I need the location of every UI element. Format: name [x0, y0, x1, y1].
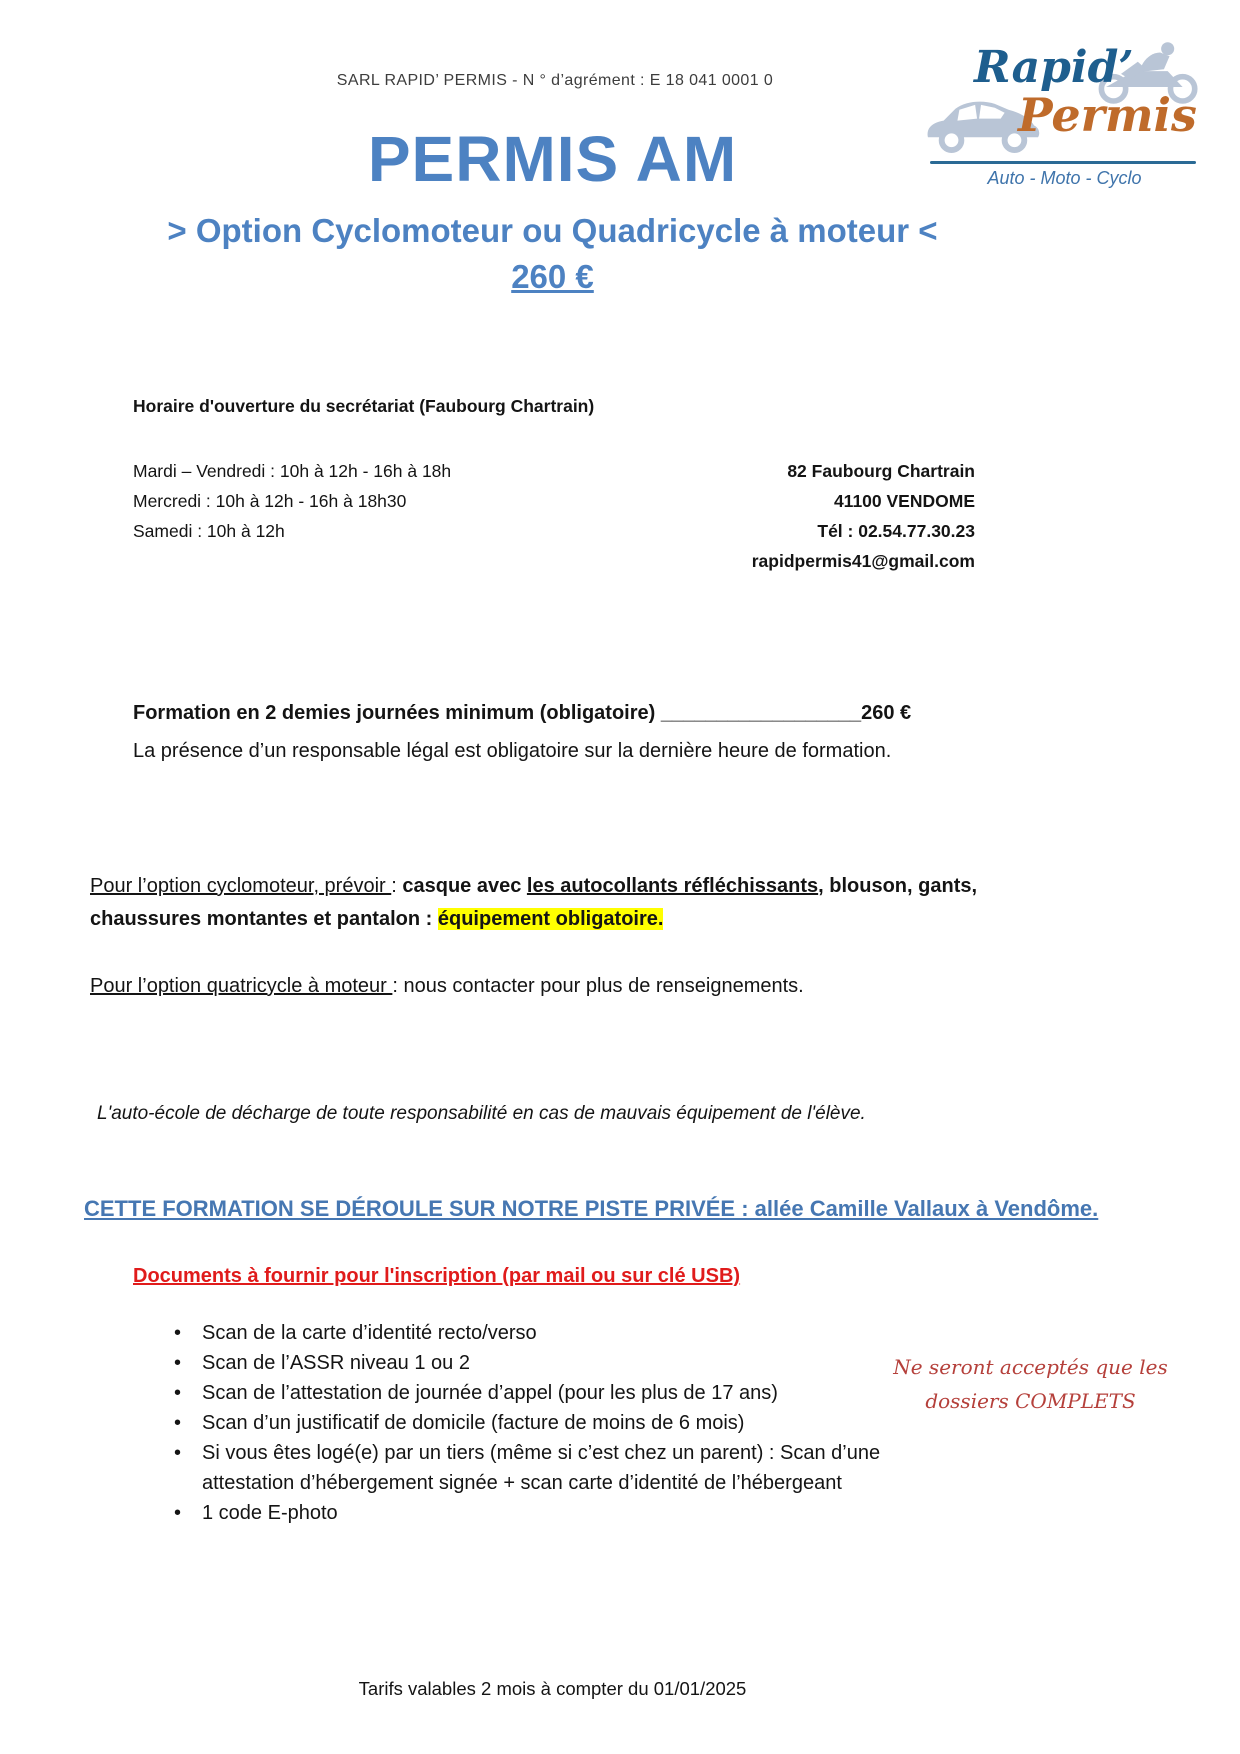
quad-option-rest: : nous contacter pour plus de renseignements.	[392, 975, 804, 997]
list-item: • Scan de l’attestation de journée d’appel (pour les plus de 17 ans)	[168, 1378, 918, 1408]
cyclo-option-lead: Pour l’option cyclomoteur, prévoir	[90, 875, 392, 897]
handwritten-note	[893, 1350, 1168, 1418]
quad-option-lead: Pour l’option quatricycle à moteur	[90, 975, 393, 997]
cyclo-option-paragraph	[90, 870, 1010, 936]
cyclo-option-bold-1: casque avec	[402, 875, 527, 897]
cyclo-option-underlined: les autocollants réfléchissants	[526, 875, 819, 897]
responsibility-disclaimer: L'auto-école de décharge de toute responsabilité en cas de mauvais équipement de l'élève.	[97, 1103, 866, 1124]
list-item: • Si vous êtes logé(e) par un tiers (même si c’est chez un parent) : Scan d’une attestation d’hébergement signée + scan carte d’identité de l’hébergeant	[168, 1438, 918, 1498]
hours-line-1: Mardi – Vendredi : 10h à 12h - 16h à 18h	[133, 461, 452, 481]
handwritten-note-line-1: Ne seront acceptés que les	[893, 1355, 1168, 1379]
cyclo-option-highlight: équipement obligatoire.	[437, 908, 664, 930]
formation-note: La présence d’un responsable légal est obligatoire sur la dernière heure de formation.	[133, 740, 892, 762]
list-item: • Scan de l’ASSR niveau 1 ou 2	[168, 1348, 918, 1378]
address-line-1: 82 Faubourg Chartrain	[787, 461, 975, 481]
hours-line-2: Mercredi : 10h à 12h - 16h à 18h30	[133, 491, 407, 511]
title-block	[0, 124, 1105, 296]
page-subtitle: > Option Cyclomoteur ou Quadricycle à moteur <	[167, 211, 938, 249]
price-headline: 260 €	[511, 257, 594, 295]
tariff-validity-footer: Tarifs valables 2 mois à compter du 01/01/2025	[358, 1678, 747, 1699]
hours-schedule	[133, 456, 451, 546]
track-location-line: CETTE FORMATION SE DÉROULE SUR NOTRE PISTE PRIVÉE : allée Camille Vallaux à Vendôme.	[84, 1196, 1099, 1221]
formation-label: Formation en 2 demies journées minimum (obligatoire)	[133, 702, 661, 724]
formation-section	[133, 698, 1003, 768]
formation-fill-line: __________________	[660, 702, 862, 724]
phone-number: Tél : 02.54.77.30.23	[817, 521, 975, 541]
cyclo-option-colon: :	[391, 875, 403, 897]
email-address: rapidpermis41@gmail.com	[751, 551, 975, 571]
handwritten-note-line-2: dossiers COMPLETS	[925, 1389, 1136, 1413]
documents-heading: Documents à fournir pour l'inscription (par mail ou sur clé USB)	[133, 1265, 741, 1287]
logo-permis-text: Permis	[1018, 88, 1197, 142]
cyclo-option-bold-2: , blouson, gants, chaussures montantes et pantalon :	[90, 875, 978, 930]
formation-title-row	[133, 698, 1003, 728]
page-title: PERMIS AM	[367, 123, 738, 195]
address-line-2: 41100 VENDOME	[833, 491, 975, 511]
documents-list	[168, 1318, 918, 1528]
hours-heading: Horaire d'ouverture du secrétariat (Faubourg Chartrain)	[133, 396, 595, 416]
contact-block	[600, 456, 975, 576]
formation-price: 260 €	[861, 702, 912, 724]
logo-rapid-text: Rapid’	[974, 42, 1134, 93]
hours-line-3: Samedi : 10h à 12h	[133, 521, 285, 541]
list-item: • Scan d’un justificatif de domicile (facture de moins de 6 mois)	[168, 1408, 918, 1438]
company-registration-line: SARL RAPID’ PERMIS - N ° d’agrément : E 18 041 0001 0	[336, 72, 774, 89]
list-item: • 1 code E-photo	[168, 1498, 918, 1528]
quad-option-paragraph	[90, 970, 1040, 1003]
list-item: • Scan de la carte d’identité recto/verso	[168, 1318, 918, 1348]
logo-tagline: Auto - Moto - Cyclo	[987, 168, 1142, 188]
